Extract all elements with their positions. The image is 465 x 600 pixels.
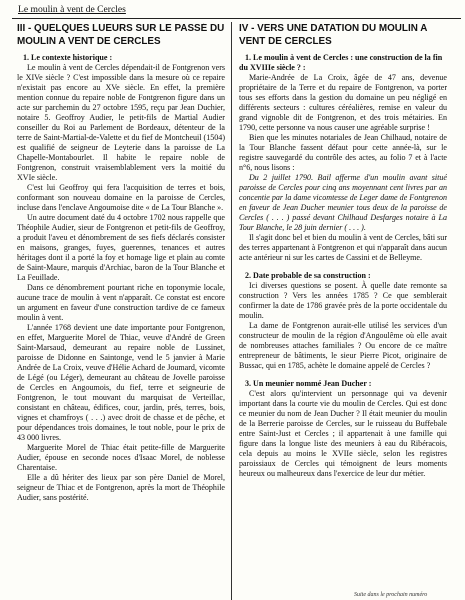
paragraph: Le moulin à vent de Cercles dépendait-il de Fontgrenon vers le XIVe siècle ? C'est impossible dans la mesure où ce repaire n'existait pas encore au XVe siècle. En effet, la première mention connue du repaire noble de Fontgrenon figure dans un acte sur parchemin du 27 octobre 1595, reçu par Jean Duchier, notaire 5. Geoffroy Audier, le petit-fils de Martial Audier conseiller du Roi au Parlement de Bordeaux, détenteur de la terre de Saint-Martial-de-Valette et du fief de Montcheuil (1504) est qualifié de seigneur de Leyterie dans la paroisse de La Chapelle-Montabourlet. Il habite le repaire noble de Fontgrenon, construit vraisemblablement vers la moitié du XVIe siècle.: [17, 63, 225, 182]
section-heading-construction-date: 2. Date probable de sa construction :: [245, 270, 371, 280]
paragraph: Dans ce dénombrement pourtant riche en toponymie locale, aucune trace de moulin à vent n'apparaît. Ce constat est encore un argument en faveur d'une construction tardive de ce fameux moulin à vent.: [17, 282, 225, 322]
part-three-title: III - QUELQUES LUEURS SUR LE PASSÉ DU MOULIN A VENT DE CERCLES: [17, 23, 225, 47]
section-heading-historical-context: 1. Le contexte historique :: [23, 53, 113, 63]
running-header-title: Le moulin à vent de Cercles: [18, 4, 126, 15]
continued-note: Suite dans le prochain numéro: [354, 592, 428, 598]
paragraph: Marguerite Morel de Thiac était petite-fille de Marguerite Audier, épouse en seconde noces d'Isaac Morel, de noblesse Charentaise.: [17, 442, 225, 472]
paragraph: Il s'agit donc bel et bien du moulin à vent de Cercles, bâti sur des terres appartenant à Fontgrenon et qui n'apparaît dans aucun acte antérieur ni sur les cartes de Cassini et de Belleyme.: [239, 232, 447, 262]
paragraph: C'est alors qu'intervient un personnage qui va devenir important dans la courte vie du moulin de Cercles. Qui est donc ce meunier du nom de Jean Ducher ? Il était meunier du moulin de la Berrerie paroisse de Cercles, sur le ruisseau du Buffebale entre Saint-Just et Cercles ; il appartenait à une famille qui figure dans la longue liste des meuniers à eau du Ribéracois, cela depuis au moins le XVIIe siècle, selon les registres paroissiaux de Cercles qui témoignent de leurs moments heureux ou malheureux dans l'exercice de leur dur métier.: [239, 388, 447, 478]
paragraph: Marie-Andrée de La Croix, âgée de 47 ans, devenue propriétaire de la Terre et du repaire de Fontgrenon, va porter tous ses efforts dans la gestion du domaine un peu négligé en différents secteurs : cultures céréalières, remise en valeur du grand vignoble dit de Fontgrenon, et des trois métairies. En 1790, cette personne va nous causer une agréable surprise !: [239, 73, 447, 133]
paragraph: La dame de Fontgrenon aurait-elle utilisé les services d'un constructeur de moulin de la région d'Angoulême où elle avait de nombreuses attaches familiales ? Ou encore de ce maître entrepreneur de bâtiments, le sieur Pierre Picot, originaire de Bussac, qui en 1785, achète le domaine appelé de Cercles ?: [239, 320, 447, 370]
paragraph: L'année 1768 devient une date importante pour Fontgrenon, en effet, Marguerite Morel de Thiac, veuve d'André de Green Saint-Marsaud, demeurant au repaire noble de Lussinet, paroisse de Didonne en Saintonge, vend le 5 janvier à Marie Andrée de La Croix, veuve d'Hélie Achard de Joumard, vicomte de Légé (ou Léger), demeurant au château de Jovelle paroisse de Cercles en Angoumois, du fief, terre et seigneurie de Fontgrenon, le tout mouvant du marquisat de Verteillac, consistant en château, édifices, cour, jardin, prés, terres, bois, vignes et chamfroys ( . . .) avec droit de chasse et de pêche, et pour dépendances trois domaines, le tout noble, pour le prix de 43 000 livres.: [17, 322, 225, 442]
paragraph: Bien que les minutes notariales de Jean Chilhaud, notaire de la Tour Blanche fassent défaut pour cette année-là, sur le registre sauvegardé du contrôle des actes, au folio 7 et à l'acte n°6, nous lisons :: [239, 133, 447, 173]
section-heading-late-18th-century: 1. Le moulin à vent de Cercles : une construction de la fin du XVIIIe siècle ? :: [239, 53, 443, 73]
quoted-lease-paragraph: Du 2 juillet 1790. Bail afferme d'un moulin avant situé paroisse de Cercles pour cinq ans moyennant cent livres par an concentie par la dame vicomtesse de Leger dame de Fontgrenon en faveur de Jean Ducher meunier tous deux de la paroisse de Cercles ( . . . ) passé devant Chilhaud Desfarges notaire à La Tour Blanche, le 28 juin dernier ( . . . ).: [239, 173, 447, 232]
paragraph: C'est lui Geoffroy qui fera l'acquisition de terres et bois, conformant son nouveau domaine en la paroisse de Cercles, incluse dans l'enclave Angoumoise dite « de La Tour Blanche ».: [17, 182, 225, 212]
part-four-title: IV - VERS UNE DATATION DU MOULIN A VENT DE CERCLES: [239, 23, 427, 47]
paragraph: Ici diverses questions se posent. À quelle date remonte sa construction ? Vers les années 1785 ? Ce que semblerait confirmer la date de 1786 gravée près de la porte occidentale du moulin.: [239, 280, 447, 320]
section-heading-miller-jean-ducher: 3. Un meunier nommé Jean Ducher :: [245, 378, 372, 388]
left-column: [17, 23, 225, 600]
page-header: [12, 3, 461, 19]
right-column: [239, 23, 447, 600]
paragraph: Un autre document daté du 4 octobre 1702 nous rappelle que Théophile Audier, sieur de Fontgrenon et petit-fils de Geoffroy, a produit l'aveu et dénombrement de ses fiefs déclarés consister en maisons, granges, fuyes, guerennes, tenances et autres héritages dont il a porté la foy et homage lige et plain au comte de Saint-Maure, marquis d'Archiac, baron de la Tour Blanche et La Feuillade.: [17, 212, 225, 282]
column-divider: [231, 22, 232, 600]
paragraph: Elle a dû hériter des lieux par son père Daniel de Morel, seigneur de Thiac et de Fontgrenon, après la mort de Théophile Audier, sans postérité.: [17, 472, 225, 502]
